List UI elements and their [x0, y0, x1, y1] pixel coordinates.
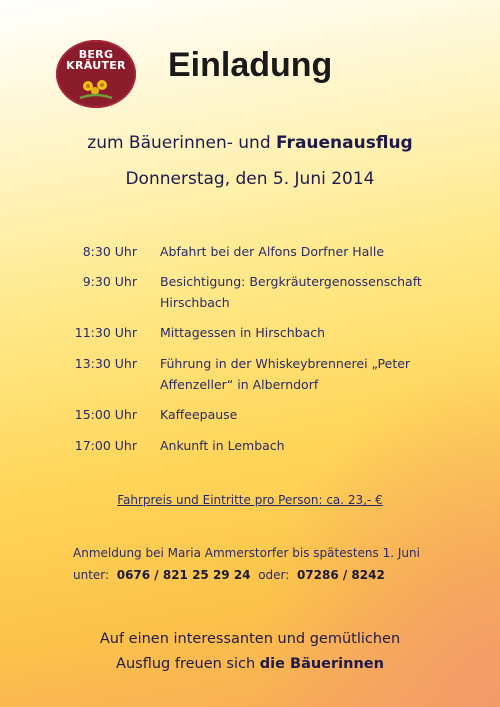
registration-oder: oder: [258, 568, 290, 582]
schedule-desc [160, 271, 460, 313]
registration-info: Anmeldung bei Maria Ammerstorfer bis spätestens 1. Juni [73, 546, 420, 560]
schedule-desc-line2: Affenzeller“ in Alberndorf [160, 377, 319, 392]
registration-unter: unter: [73, 568, 110, 582]
flower-icon [76, 76, 116, 100]
bergkraeuter-logo [56, 40, 136, 108]
event-date: Donnerstag, den 5. Juni 2014 [125, 169, 375, 189]
logo-text-berg: BERG [78, 48, 114, 61]
subtitle-bold: Frauenausflug [276, 133, 413, 153]
schedule-time: 8:30 Uhr [82, 244, 137, 259]
closing-line1: Auf einen interessanten und gemütlichen [99, 631, 401, 647]
phone-number-1: 0676 / 821 25 29 24 [116, 568, 251, 582]
phone-number-2: 07286 / 8242 [296, 568, 385, 582]
schedule-time: 11:30 Uhr [74, 325, 137, 340]
closing-signature: die Bäuerinnen [259, 656, 384, 672]
closing-text [0, 627, 500, 677]
page-title: Einladung [168, 46, 333, 84]
schedule-time: 17:00 Uhr [74, 438, 137, 453]
schedule-time: 15:00 Uhr [74, 407, 137, 422]
price-info: Fahrpreis und Eintritte pro Person: ca. 23,- € [117, 493, 383, 507]
schedule-desc: Mittagessen in Hirschbach [160, 325, 326, 340]
schedule-time: 9:30 Uhr [82, 274, 137, 289]
logo-text-kraeuter: KRÄUTER [66, 59, 126, 72]
registration-phones [73, 568, 385, 582]
schedule-desc-line1: Führung in der Whiskeybrennerei „Peter [160, 356, 411, 371]
subtitle [0, 133, 500, 153]
schedule-desc: Abfahrt bei der Alfons Dorfner Halle [160, 244, 385, 259]
subtitle-prefix: zum Bäuerinnen- und [87, 133, 277, 153]
closing-line2 [0, 652, 500, 677]
closing-line2-prefix: Ausflug freuen sich [116, 656, 260, 672]
schedule-desc: Ankunft in Lembach [160, 438, 285, 453]
schedule-desc [160, 353, 460, 395]
schedule-desc-line2: Hirschbach [160, 295, 230, 310]
schedule-time: 13:30 Uhr [74, 356, 137, 371]
schedule-desc: Kaffeepause [160, 407, 238, 422]
schedule-desc-line1: Besichtigung: Bergkräutergenossenschaft [160, 274, 422, 289]
